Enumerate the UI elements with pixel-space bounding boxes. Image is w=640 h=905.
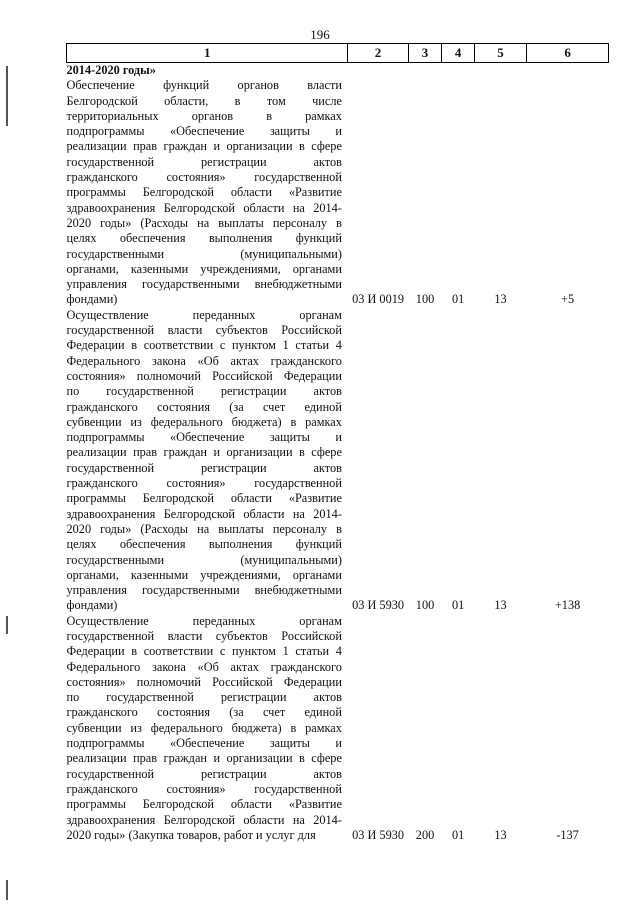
description-line: подпрограммы «Обеспечение защиты и (66, 124, 342, 139)
description-line: 2020 годы» (Закупка товаров, работ и услуг для (66, 827, 316, 842)
margin-mark (6, 616, 8, 634)
description-line: государственной власти субъектов Российской (66, 628, 342, 643)
description-line: Осуществление переданных органам (66, 613, 342, 628)
description-line: государственной регистрации актов (66, 460, 342, 475)
margin-mark (6, 880, 8, 900)
row-description (67, 308, 348, 614)
group-title-row (67, 63, 609, 79)
section-cell: 01 (452, 598, 465, 613)
description-line: Федерального закона «Об актах гражданского (66, 353, 342, 368)
description-line: управления государственными внебюджетными (66, 583, 342, 598)
description-line: органами, казенными учреждениями, органами (66, 567, 342, 582)
group-title: 2014-2020 годы» (66, 63, 156, 77)
description-line: гражданского состояния (за счет единой (66, 399, 342, 414)
description-line: состояния» полномочий Российской Федерации (66, 368, 342, 383)
row-description (67, 614, 348, 843)
description-line: здравоохранения Белгородской области на 2014- (66, 200, 342, 215)
section-cell: 01 (452, 827, 465, 842)
budget-table (66, 43, 609, 843)
subsection-cell: 13 (494, 827, 507, 842)
column-header-5: 5 (474, 44, 526, 63)
column-header-1: 1 (67, 44, 348, 63)
expense-type-cell: 100 (415, 598, 435, 613)
description-line: Федерального закона «Об актах гражданского (66, 659, 342, 674)
header-row (67, 44, 609, 63)
table-row (67, 308, 609, 614)
code-cell: 03 И 5930 (352, 827, 405, 842)
description-line: программы Белгородской области «Развитие (66, 797, 342, 812)
description-line: гражданского состояния (за счет единой (66, 705, 342, 720)
amount-cell: +138 (554, 598, 581, 613)
description-line: управления государственными внебюджетными (66, 277, 342, 292)
margin-mark (6, 66, 8, 126)
description-line: Обеспечение функций органов власти (66, 78, 342, 93)
description-line: фондами) (66, 292, 118, 307)
table-row (67, 614, 609, 843)
description-line: гражданского состояния» государственной (66, 781, 342, 796)
column-header-3: 3 (408, 44, 442, 63)
amount-cell: +5 (561, 292, 575, 307)
amount-cell: -137 (556, 827, 579, 842)
column-header-2: 2 (348, 44, 408, 63)
column-header-4: 4 (442, 44, 475, 63)
description-line: программы Белгородской области «Развитие (66, 491, 342, 506)
code-cell: 03 И 0019 (352, 292, 405, 307)
description-line: государственной регистрации актов (66, 766, 342, 781)
description-line: подпрограммы «Обеспечение защиты и (66, 430, 342, 445)
description-line: 2020 годы» (Расходы на выплаты персоналу в (66, 521, 342, 536)
subsection-cell: 13 (494, 292, 507, 307)
description-line: Федерации в соответствии с пунктом 1 статьи 4 (66, 644, 342, 659)
code-cell: 03 И 5930 (352, 598, 405, 613)
expense-type-cell: 200 (415, 827, 435, 842)
expense-type-cell: 100 (415, 292, 435, 307)
description-line: здравоохранения Белгородской области на 2014- (66, 812, 342, 827)
description-line: реализации прав граждан и организации в сфере (66, 139, 342, 154)
description-line: субвенции из федерального бюджета) в рамках (66, 720, 342, 735)
description-line: Белгородской области, в том числе (66, 93, 342, 108)
description-line: целях обеспечения выполнения функций (66, 537, 342, 552)
description-line: программы Белгородской области «Развитие (66, 185, 342, 200)
description-line: Осуществление переданных органам (66, 307, 342, 322)
column-header-6: 6 (527, 44, 609, 63)
description-line: органами, казенными учреждениями, органами (66, 261, 342, 276)
description-line: реализации прав граждан и организации в сфере (66, 751, 342, 766)
description-line: государственными (муниципальными) (66, 246, 342, 261)
description-line: территориальных органов в рамках (66, 108, 342, 123)
description-line: по государственной регистрации актов (66, 690, 342, 705)
description-line: гражданского состояния» государственной (66, 170, 342, 185)
description-line: государственной регистрации актов (66, 154, 342, 169)
description-line: реализации прав граждан и организации в сфере (66, 445, 342, 460)
description-line: здравоохранения Белгородской области на 2014- (66, 506, 342, 521)
description-line: фондами) (66, 598, 118, 613)
section-cell: 01 (452, 292, 465, 307)
description-line: государственными (муниципальными) (66, 552, 342, 567)
table-row (67, 78, 609, 307)
description-line: состояния» полномочий Российской Федерации (66, 674, 342, 689)
description-line: подпрограммы «Обеспечение защиты и (66, 736, 342, 751)
description-line: субвенции из федерального бюджета) в рамках (66, 414, 342, 429)
description-line: целях обеспечения выполнения функций (66, 231, 342, 246)
subsection-cell: 13 (494, 598, 507, 613)
description-line: гражданского состояния» государственной (66, 476, 342, 491)
page-number: 196 (310, 27, 330, 42)
description-line: 2020 годы» (Расходы на выплаты персоналу в (66, 215, 342, 230)
row-description (67, 78, 348, 307)
description-line: государственной власти субъектов Российской (66, 323, 342, 338)
description-line: по государственной регистрации актов (66, 384, 342, 399)
description-line: Федерации в соответствии с пунктом 1 статьи 4 (66, 338, 342, 353)
